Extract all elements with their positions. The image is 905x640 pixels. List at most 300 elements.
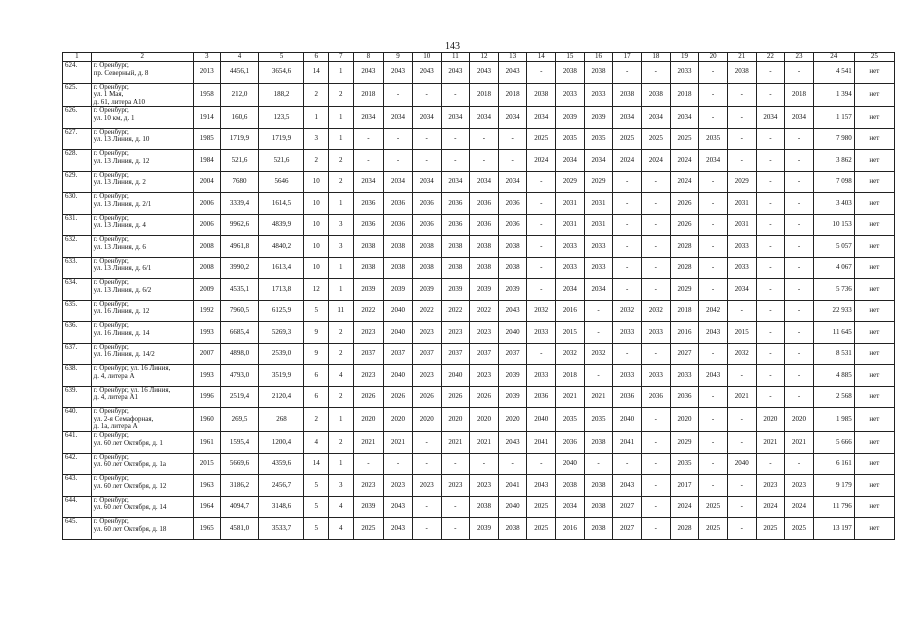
value-cell: 2021 (785, 432, 814, 454)
address-line: г. Оренбург, ул. 16 Линия, (93, 364, 171, 373)
value-cell: - (584, 453, 613, 475)
value-cell: 10 (304, 171, 329, 193)
value-cell: 2032 (527, 300, 556, 322)
value-cell: 4 541 (813, 62, 854, 84)
value-cell: 1713,8 (259, 279, 304, 301)
address-cell (91, 386, 193, 408)
column-header: 6 (304, 53, 329, 62)
value-cell: 2033 (613, 322, 642, 344)
value-cell: 13 197 (813, 518, 854, 540)
address-line: ул. 60 лет Октября, д. 12 (93, 481, 167, 490)
value-cell: - (412, 432, 441, 454)
value-cell: 2035 (699, 128, 728, 150)
address-line: г. Оренбург, (93, 431, 129, 440)
value-cell: - (384, 453, 413, 475)
value-cell: 2036 (384, 214, 413, 236)
address-cell (91, 432, 193, 454)
value-cell: - (699, 62, 728, 84)
value-cell: 2039 (470, 279, 499, 301)
value-cell: 2 (329, 150, 354, 172)
value-cell: 2023 (441, 322, 470, 344)
value-cell: 2036 (613, 386, 642, 408)
value-cell: 2043 (613, 475, 642, 497)
value-cell: 1993 (193, 365, 220, 387)
address-line: г. Оренбург, (93, 321, 129, 330)
value-cell: 2036 (470, 214, 499, 236)
value-cell: 3 (329, 475, 354, 497)
row-number: 629. (63, 171, 92, 193)
value-cell: 2027 (613, 496, 642, 518)
value-cell: 2034 (556, 150, 585, 172)
value-cell: 5646 (259, 171, 304, 193)
value-cell: 2034 (670, 107, 699, 129)
value-cell: 5 (304, 475, 329, 497)
value-cell: 1200,4 (259, 432, 304, 454)
value-cell: - (384, 150, 413, 172)
value-cell: 2035 (670, 453, 699, 475)
value-cell: 2020 (441, 408, 470, 432)
value-cell: 1 (329, 193, 354, 215)
value-cell: 2034 (556, 496, 585, 518)
value-cell: 4 (329, 496, 354, 518)
value-cell: 2039 (441, 279, 470, 301)
value-cell: 160,6 (220, 107, 259, 129)
row-number: 636. (63, 322, 92, 344)
value-cell: 2039 (353, 496, 384, 518)
address-line: ул. 1 Мая, (93, 90, 124, 99)
value-cell: 2025 (527, 496, 556, 518)
value-cell: - (584, 365, 613, 387)
row-number: 626. (63, 107, 92, 129)
address-cell (91, 107, 193, 129)
value-cell: 2039 (584, 107, 613, 129)
address-line: ул. 13 Линия, д. 6/2 (93, 285, 152, 294)
value-cell: 2034 (727, 279, 756, 301)
value-cell: 6125,9 (259, 300, 304, 322)
value-cell: 9 (304, 322, 329, 344)
value-cell: - (527, 257, 556, 279)
value-cell: 2036 (412, 214, 441, 236)
value-cell: 212,0 (220, 83, 259, 107)
value-cell: - (642, 214, 671, 236)
value-cell: 4839,9 (259, 214, 304, 236)
value-cell: - (613, 279, 642, 301)
value-cell: 7 098 (813, 171, 854, 193)
status-cell: нет (854, 279, 894, 301)
value-cell: 2034 (642, 107, 671, 129)
value-cell: 521,6 (259, 150, 304, 172)
value-cell: 11 645 (813, 322, 854, 344)
value-cell: 4581,0 (220, 518, 259, 540)
value-cell: 2020 (412, 408, 441, 432)
value-cell: - (412, 83, 441, 107)
value-cell: 2037 (441, 343, 470, 365)
value-cell: - (584, 322, 613, 344)
address-line: г. Оренбург, (93, 278, 129, 287)
value-cell: 2034 (498, 107, 527, 129)
column-header: 2 (91, 53, 193, 62)
table-row (63, 496, 895, 518)
value-cell: 2038 (498, 257, 527, 279)
value-cell: 2025 (527, 518, 556, 540)
value-cell: 14 (304, 453, 329, 475)
value-cell: 2015 (727, 322, 756, 344)
value-cell: 2043 (498, 300, 527, 322)
header-row (63, 53, 895, 62)
value-cell: 2033 (556, 257, 585, 279)
address-line: ул. 13 Линия, д. 6 (93, 242, 146, 251)
value-cell: 2038 (642, 83, 671, 107)
value-cell: 2043 (699, 365, 728, 387)
value-cell: - (642, 279, 671, 301)
value-cell: 2024 (670, 496, 699, 518)
table-row (63, 453, 895, 475)
address-line: д. 4, литера А (93, 371, 135, 380)
column-header: 15 (556, 53, 585, 62)
value-cell: 2 (329, 171, 354, 193)
column-header: 20 (699, 53, 728, 62)
value-cell: 2043 (353, 62, 384, 84)
value-cell: - (642, 408, 671, 432)
value-cell: 4793,0 (220, 365, 259, 387)
value-cell: - (412, 453, 441, 475)
row-number: 643. (63, 475, 92, 497)
table-row (63, 214, 895, 236)
table-row (63, 62, 895, 84)
value-cell: - (353, 128, 384, 150)
value-cell: 2040 (384, 322, 413, 344)
value-cell: 2043 (498, 432, 527, 454)
value-cell: 2029 (670, 432, 699, 454)
value-cell: - (642, 171, 671, 193)
column-header: 17 (613, 53, 642, 62)
status-cell: нет (854, 365, 894, 387)
value-cell: 2038 (527, 83, 556, 107)
value-cell: - (699, 171, 728, 193)
table-row (63, 150, 895, 172)
value-cell: 11 (329, 300, 354, 322)
address-cell (91, 453, 193, 475)
value-cell: - (470, 150, 499, 172)
value-cell: 2038 (470, 236, 499, 258)
value-cell: - (412, 128, 441, 150)
value-cell: 2040 (384, 300, 413, 322)
value-cell: 2033 (527, 365, 556, 387)
row-number: 628. (63, 150, 92, 172)
value-cell: - (412, 496, 441, 518)
address-cell (91, 279, 193, 301)
value-cell: - (785, 193, 814, 215)
value-cell: - (613, 453, 642, 475)
value-cell: 2034 (441, 171, 470, 193)
value-cell: 2038 (727, 62, 756, 84)
value-cell: 2033 (527, 322, 556, 344)
value-cell: 2043 (384, 496, 413, 518)
column-header: 8 (353, 53, 384, 62)
value-cell: - (756, 128, 785, 150)
column-header: 22 (756, 53, 785, 62)
value-cell: 5 057 (813, 236, 854, 258)
address-cell (91, 343, 193, 365)
value-cell: 2026 (384, 386, 413, 408)
value-cell: 2035 (556, 128, 585, 150)
value-cell: - (699, 432, 728, 454)
status-cell: нет (854, 343, 894, 365)
value-cell: 2036 (498, 214, 527, 236)
value-cell: 5269,3 (259, 322, 304, 344)
value-cell: - (785, 128, 814, 150)
value-cell: 2040 (613, 408, 642, 432)
value-cell: 2025 (785, 518, 814, 540)
value-cell: 1914 (193, 107, 220, 129)
value-cell: 2038 (613, 83, 642, 107)
value-cell: 2034 (785, 107, 814, 129)
value-cell: 2036 (498, 193, 527, 215)
value-cell: 2023 (353, 365, 384, 387)
value-cell: 6 (304, 386, 329, 408)
status-cell: нет (854, 214, 894, 236)
value-cell: 2039 (470, 518, 499, 540)
value-cell: - (785, 386, 814, 408)
value-cell: - (756, 171, 785, 193)
value-cell: 2038 (353, 236, 384, 258)
value-cell: 2039 (498, 365, 527, 387)
value-cell: - (756, 150, 785, 172)
value-cell: 2037 (498, 343, 527, 365)
value-cell: 2036 (384, 193, 413, 215)
value-cell: 2017 (670, 475, 699, 497)
value-cell: 2034 (384, 171, 413, 193)
value-cell: 2539,0 (259, 343, 304, 365)
value-cell: 2038 (584, 518, 613, 540)
value-cell: 2009 (193, 279, 220, 301)
table-row (63, 343, 895, 365)
value-cell: - (441, 518, 470, 540)
value-cell: 2025 (613, 128, 642, 150)
value-cell: 3533,7 (259, 518, 304, 540)
value-cell: 2034 (470, 107, 499, 129)
value-cell: 11 796 (813, 496, 854, 518)
value-cell: - (642, 193, 671, 215)
table-row (63, 432, 895, 454)
address-line: г. Оренбург, (93, 300, 129, 308)
address-cell (91, 257, 193, 279)
value-cell: 2016 (556, 518, 585, 540)
value-cell: 2037 (353, 343, 384, 365)
address-line: ул. 2-я Семафорная, (93, 414, 154, 423)
value-cell: 2035 (584, 128, 613, 150)
address-cell (91, 322, 193, 344)
value-cell: 2023 (412, 365, 441, 387)
column-header: 24 (813, 53, 854, 62)
value-cell: 2008 (193, 257, 220, 279)
value-cell: 2034 (527, 107, 556, 129)
value-cell: - (384, 83, 413, 107)
value-cell: - (527, 236, 556, 258)
value-cell: 1965 (193, 518, 220, 540)
address-cell (91, 496, 193, 518)
value-cell: 2021 (556, 386, 585, 408)
page-number: 143 (445, 41, 460, 52)
value-cell: 2038 (584, 432, 613, 454)
value-cell: 2031 (727, 214, 756, 236)
value-cell: 2456,7 (259, 475, 304, 497)
value-cell: - (785, 214, 814, 236)
value-cell: 2035 (556, 408, 585, 432)
table-body (63, 62, 895, 540)
value-cell: 2024 (670, 150, 699, 172)
value-cell: 4535,1 (220, 279, 259, 301)
value-cell: - (384, 128, 413, 150)
value-cell: 2029 (556, 171, 585, 193)
value-cell: - (613, 214, 642, 236)
value-cell: 1719,9 (220, 128, 259, 150)
address-line: г. Оренбург, (93, 343, 129, 351)
value-cell: 2040 (441, 365, 470, 387)
column-header: 3 (193, 53, 220, 62)
value-cell: 2032 (584, 343, 613, 365)
value-cell: 2023 (412, 475, 441, 497)
value-cell: 2040 (727, 453, 756, 475)
value-cell: 2038 (584, 496, 613, 518)
value-cell: 2037 (384, 343, 413, 365)
value-cell: - (756, 193, 785, 215)
value-cell: 2006 (193, 193, 220, 215)
value-cell: - (642, 475, 671, 497)
value-cell: 2033 (670, 365, 699, 387)
address-cell (91, 128, 193, 150)
value-cell: - (412, 150, 441, 172)
value-cell: - (785, 150, 814, 172)
value-cell: 10 153 (813, 214, 854, 236)
value-cell: 2021 (441, 432, 470, 454)
value-cell: 268 (259, 408, 304, 432)
value-cell: 4898,0 (220, 343, 259, 365)
value-cell: 2031 (584, 214, 613, 236)
value-cell: 2 568 (813, 386, 854, 408)
value-cell: - (785, 343, 814, 365)
value-cell: 4094,7 (220, 496, 259, 518)
value-cell: 2033 (670, 62, 699, 84)
value-cell: 1958 (193, 83, 220, 107)
value-cell: - (613, 343, 642, 365)
value-cell: 2032 (613, 300, 642, 322)
value-cell: 2033 (642, 365, 671, 387)
value-cell: - (785, 300, 814, 322)
value-cell: - (441, 453, 470, 475)
table-row (63, 386, 895, 408)
value-cell: - (642, 236, 671, 258)
column-header: 23 (785, 53, 814, 62)
address-cell (91, 518, 193, 540)
row-number: 624. (63, 62, 92, 84)
value-cell: - (613, 236, 642, 258)
value-cell: - (785, 279, 814, 301)
value-cell: - (353, 453, 384, 475)
value-cell: 2023 (353, 475, 384, 497)
value-cell: 10 (304, 236, 329, 258)
address-line: ул. 16 Линия, д. 14/2 (93, 350, 155, 359)
value-cell: 1 (329, 107, 354, 129)
value-cell: 2036 (642, 386, 671, 408)
value-cell: - (699, 343, 728, 365)
value-cell: - (642, 257, 671, 279)
value-cell: 2 (329, 322, 354, 344)
value-cell: 2120,4 (259, 386, 304, 408)
value-cell: 2033 (556, 83, 585, 107)
address-line: ул. 13 Линия, д. 6/1 (93, 264, 152, 273)
row-number: 631. (63, 214, 92, 236)
value-cell: - (613, 257, 642, 279)
column-header: 21 (727, 53, 756, 62)
value-cell: 2004 (193, 171, 220, 193)
value-cell: - (412, 518, 441, 540)
value-cell: - (642, 343, 671, 365)
value-cell: 2032 (727, 343, 756, 365)
value-cell: 7960,5 (220, 300, 259, 322)
value-cell: 9 179 (813, 475, 854, 497)
value-cell: 6685,4 (220, 322, 259, 344)
value-cell: - (727, 300, 756, 322)
row-number: 627. (63, 128, 92, 150)
value-cell: 6 (304, 365, 329, 387)
row-number: 633. (63, 257, 92, 279)
value-cell: 2034 (353, 171, 384, 193)
value-cell: 2025 (353, 518, 384, 540)
value-cell: 2038 (470, 496, 499, 518)
value-cell: 2043 (384, 518, 413, 540)
value-cell: 2036 (470, 193, 499, 215)
status-cell: нет (854, 236, 894, 258)
value-cell: 123,5 (259, 107, 304, 129)
status-cell: нет (854, 171, 894, 193)
value-cell: 7 980 (813, 128, 854, 150)
value-cell: 2023 (470, 322, 499, 344)
value-cell: - (785, 453, 814, 475)
address-line: пр. Северный, д. 8 (93, 68, 149, 77)
value-cell: - (756, 300, 785, 322)
value-cell: 2043 (384, 62, 413, 84)
address-line: г. Оренбург, ул. 16 Линия, (93, 386, 171, 394)
value-cell: 2043 (470, 62, 499, 84)
value-cell: - (527, 62, 556, 84)
value-cell: 1613,4 (259, 257, 304, 279)
row-number: 630. (63, 193, 92, 215)
housing-registry-table (62, 52, 895, 540)
value-cell: 188,2 (259, 83, 304, 107)
value-cell: 5669,6 (220, 453, 259, 475)
value-cell: 3 (304, 128, 329, 150)
value-cell: 3339,4 (220, 193, 259, 215)
value-cell: 2 (304, 408, 329, 432)
value-cell: 2036 (353, 214, 384, 236)
value-cell: - (699, 214, 728, 236)
value-cell: 2034 (498, 171, 527, 193)
address-cell (91, 475, 193, 497)
value-cell: - (727, 496, 756, 518)
row-number: 640. (63, 408, 92, 432)
address-line: г. Оренбург, (93, 192, 129, 201)
value-cell: 2024 (642, 150, 671, 172)
value-cell: 2034 (470, 171, 499, 193)
address-cell (91, 300, 193, 322)
value-cell: - (727, 150, 756, 172)
value-cell: 2020 (785, 408, 814, 432)
value-cell: 2025 (699, 496, 728, 518)
value-cell: 3186,2 (220, 475, 259, 497)
column-header: 12 (470, 53, 499, 62)
value-cell: 269,5 (220, 408, 259, 432)
